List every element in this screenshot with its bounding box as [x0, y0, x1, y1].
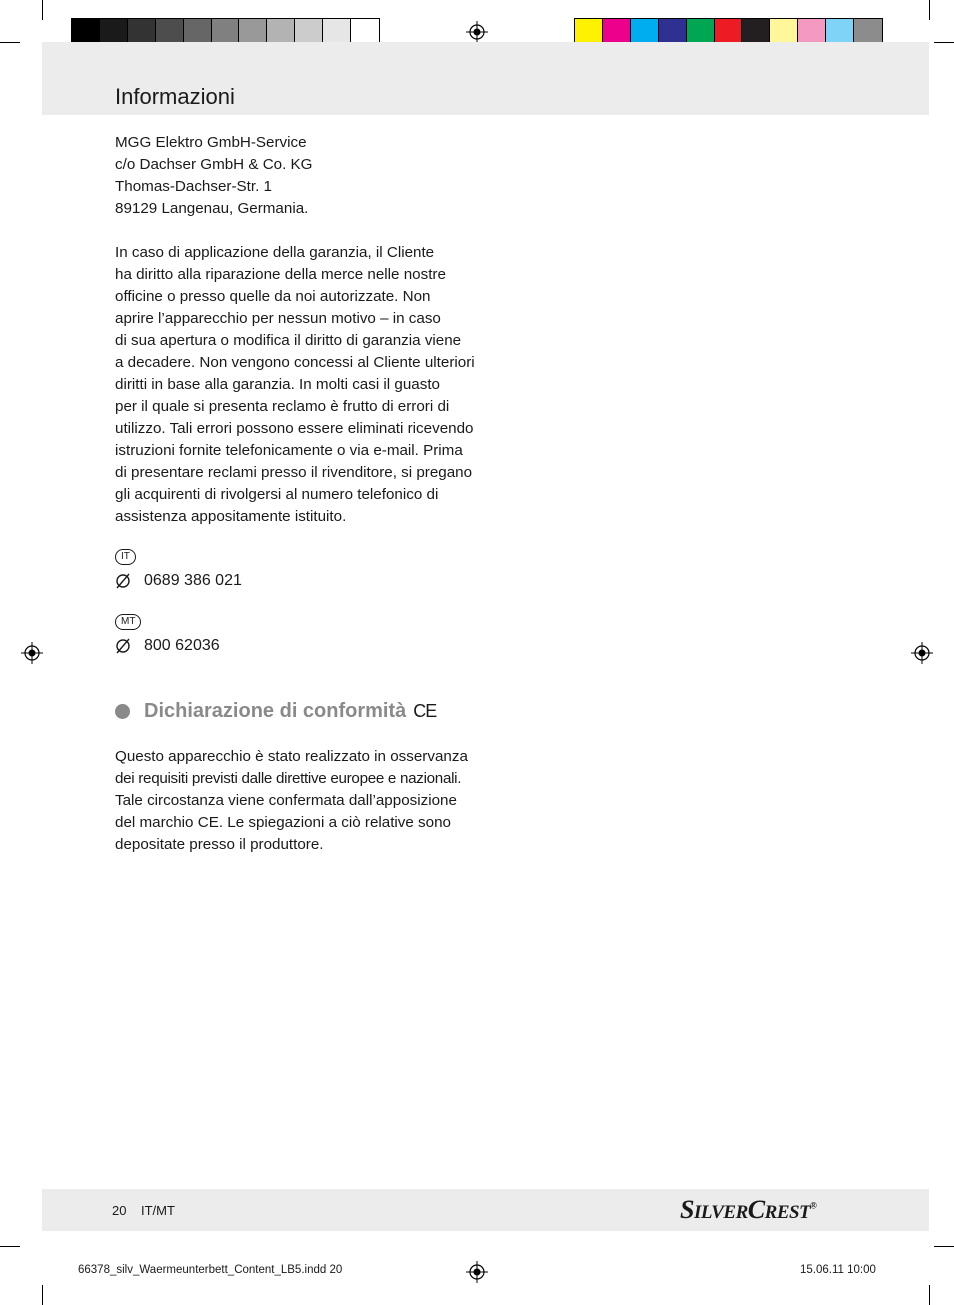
- paragraph-line: In caso di applicazione della garanzia, il Cliente: [115, 244, 435, 261]
- logo-letter: C: [747, 1195, 765, 1224]
- paragraph-line: gli acquirenti di rivolgersi al numero telefonico di: [115, 486, 439, 503]
- address-line: c/o Dachser GmbH & Co. KG: [115, 156, 313, 173]
- crop-mark: [0, 1246, 20, 1247]
- page-number: 20: [112, 1203, 127, 1218]
- crop-mark: [929, 0, 930, 20]
- registration-mark-icon: [911, 642, 933, 664]
- paragraph-line: del marchio CE. Le spiegazioni a ciò relative sono: [115, 814, 451, 831]
- phone-icon: [115, 570, 131, 592]
- crop-mark: [42, 1285, 43, 1305]
- phone-number: 0689 386 021: [144, 572, 242, 589]
- paragraph-line: Questo apparecchio è stato realizzato in osservanza: [115, 748, 468, 765]
- crop-mark: [934, 42, 954, 43]
- silvercrest-logo: [680, 1195, 816, 1225]
- registration-mark-icon: [466, 21, 488, 43]
- paragraph-line: dei requisiti previsti dalle direttive europee e nazionali.: [115, 770, 462, 787]
- registration-mark-icon: [21, 642, 43, 664]
- address-line: 89129 Langenau, Germania.: [115, 200, 309, 217]
- service-address: [115, 132, 467, 220]
- ce-mark-icon: CE: [413, 700, 437, 721]
- paragraph-line: aprire l’apparecchio per nessun motivo – in caso: [115, 310, 441, 327]
- address-line: Thomas-Dachser-Str. 1: [115, 178, 272, 195]
- page-title: Informazioni: [115, 84, 235, 109]
- warranty-paragraph: [115, 242, 475, 528]
- address-line: MGG Elektro GmbH-Service: [115, 134, 307, 151]
- paragraph-line: istruzioni fornite telefonicamente o via e-mail. Prima: [115, 442, 463, 459]
- phone-number: 800 62036: [144, 637, 220, 654]
- registration-mark-icon: [466, 1261, 488, 1283]
- registered-mark: ®: [810, 1200, 817, 1211]
- paragraph-line: Tale circostanza viene confermata dall’apposizione: [115, 792, 457, 809]
- conformity-heading-text: Dichiarazione di conformità: [144, 699, 407, 722]
- paragraph-line: utilizzo. Tali errori possono essere eliminati ricevendo: [115, 420, 474, 437]
- conformity-heading: [115, 697, 436, 725]
- conformity-paragraph: [115, 746, 467, 856]
- language-label: IT/MT: [141, 1203, 175, 1218]
- logo-letters: REST: [764, 1202, 811, 1223]
- logo-letter: S: [680, 1195, 694, 1224]
- crop-mark: [929, 1285, 930, 1305]
- paragraph-line: assistenza appositamente istituito.: [115, 508, 347, 525]
- slug-date: 15.06.11 10:00: [800, 1264, 876, 1276]
- crop-mark: [0, 42, 20, 43]
- paragraph-line: di presentare reclami presso il rivenditore, si pregano: [115, 464, 473, 481]
- paragraph-line: depositate presso il produttore.: [115, 836, 324, 853]
- bullet-icon: [115, 704, 130, 719]
- crop-mark: [42, 0, 43, 20]
- phone-icon: [115, 635, 131, 657]
- paragraph-line: ha diritto alla riparazione della merce nelle nostre: [115, 266, 446, 283]
- paragraph-line: officine o presso quelle da noi autorizzate. Non: [115, 288, 431, 305]
- paragraph-line: di sua apertura o modifica il diritto di garanzia viene: [115, 332, 462, 349]
- paragraph-line: diritti in base alla garanzia. In molti casi il guasto: [115, 376, 441, 393]
- slug-filename: 66378_silv_Waermeunterbett_Content_LB5.indd 20: [78, 1264, 343, 1276]
- paragraph-line: a decadere. Non vengono concessi al Cliente ulteriori: [115, 354, 475, 371]
- country-badge-it: IT: [115, 549, 136, 565]
- country-badge-mt: MT: [115, 614, 141, 630]
- paragraph-line: per il quale si presenta reclamo è frutto di errori di: [115, 398, 450, 415]
- crop-mark: [934, 1246, 954, 1247]
- logo-letters: ILVER: [693, 1202, 748, 1223]
